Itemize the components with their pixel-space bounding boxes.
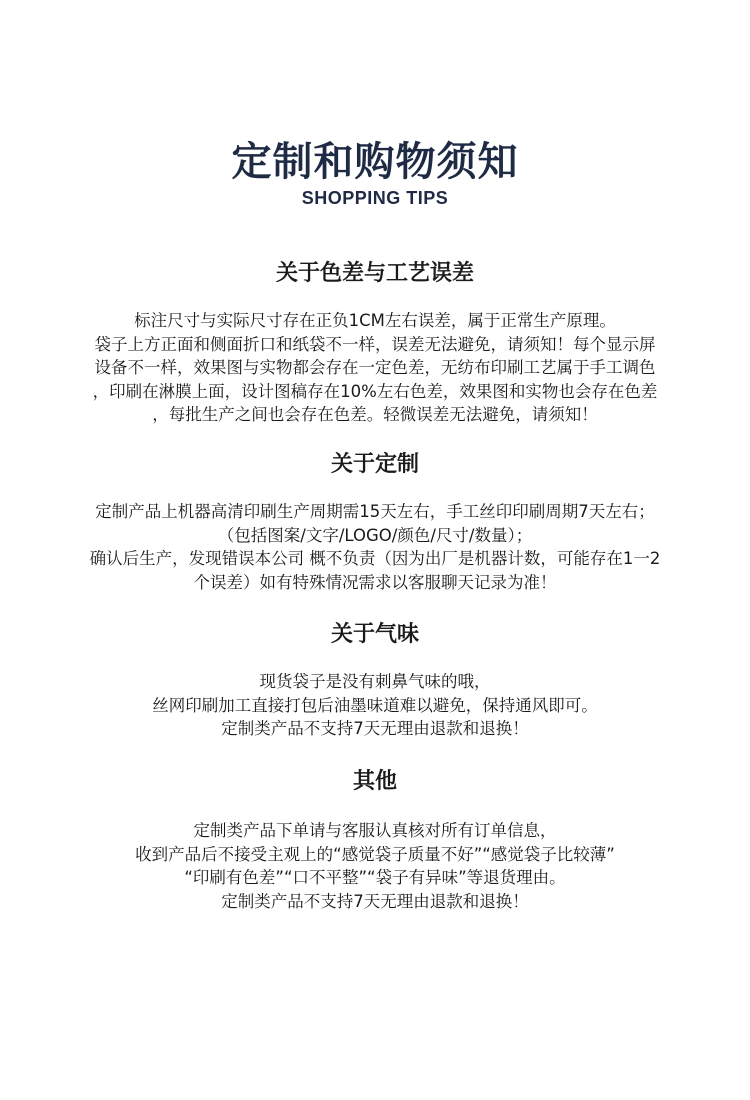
section-color-and-craft-error [0,259,750,427]
section-line: “印刷有色差”“口不平整”“袋子有异味”等退货理由。 [184,868,566,887]
section-odor [0,620,750,741]
section-body [0,500,750,594]
section-line: 设备不一样，效果图与实物都会存在一定色差，无纺布印刷工艺属于手工调色 [94,358,656,377]
page-subtitle: SHOPPING TIPS [301,188,449,208]
section-heading: 关于气味 [330,622,419,647]
section-line: ，每批生产之间也会存在色差。轻微误差无法避免，请须知！ [152,405,598,424]
section-body [0,670,750,741]
section-line: 定制类产品不支持7天无理由退款和退换！ [221,891,529,911]
page-title: 定制和购物须知 [231,139,519,185]
section-line: 定制产品上机器高清印刷生产周期需15天左右，手工丝印印刷周期7天左右； [95,502,655,521]
section-line: 收到产品后不接受主观上的“感觉袋子质量不好”“感觉袋子比较薄” [135,844,615,864]
section-customization [0,450,750,594]
section-line: （包括图案/文字/LOGO/颜色/尺寸/数量）； [217,525,533,545]
section-heading: 关于色差与工艺误差 [275,261,474,286]
section-heading: 其他 [352,769,397,794]
section-line: 标注尺寸与实际尺寸存在正负1CM左右误差，属于正常生产原理。 [134,311,616,330]
section-heading: 关于定制 [330,452,419,477]
section-line: 现货袋子是没有刺鼻气味的哦， [259,672,491,691]
section-body [0,819,750,913]
section-line: ，印刷在淋膜上面，设计图稿存在10%左右色差，效果图和实物也会存在色差 [92,381,658,401]
section-line: 定制类产品不支持7天无理由退款和退换！ [221,719,529,738]
section-line: 丝网印刷加工直接打包后油墨味道难以避免，保持通风即可。 [152,695,598,715]
section-line: 确认后生产，发现错误本公司 概不负责（因为出厂是机器计数，可能存在1一2 [89,549,661,568]
section-other [0,767,750,913]
section-line: 个误差）如有特殊情况需求以客服聊天记录为准！ [193,572,557,592]
section-line: 袋子上方正面和侧面折口和纸袋不一样，误差无法避免，请须知！每个显示屏 [94,334,656,354]
section-body [0,309,750,427]
section-line: 定制类产品下单请与客服认真核对所有订单信息， [193,821,557,840]
